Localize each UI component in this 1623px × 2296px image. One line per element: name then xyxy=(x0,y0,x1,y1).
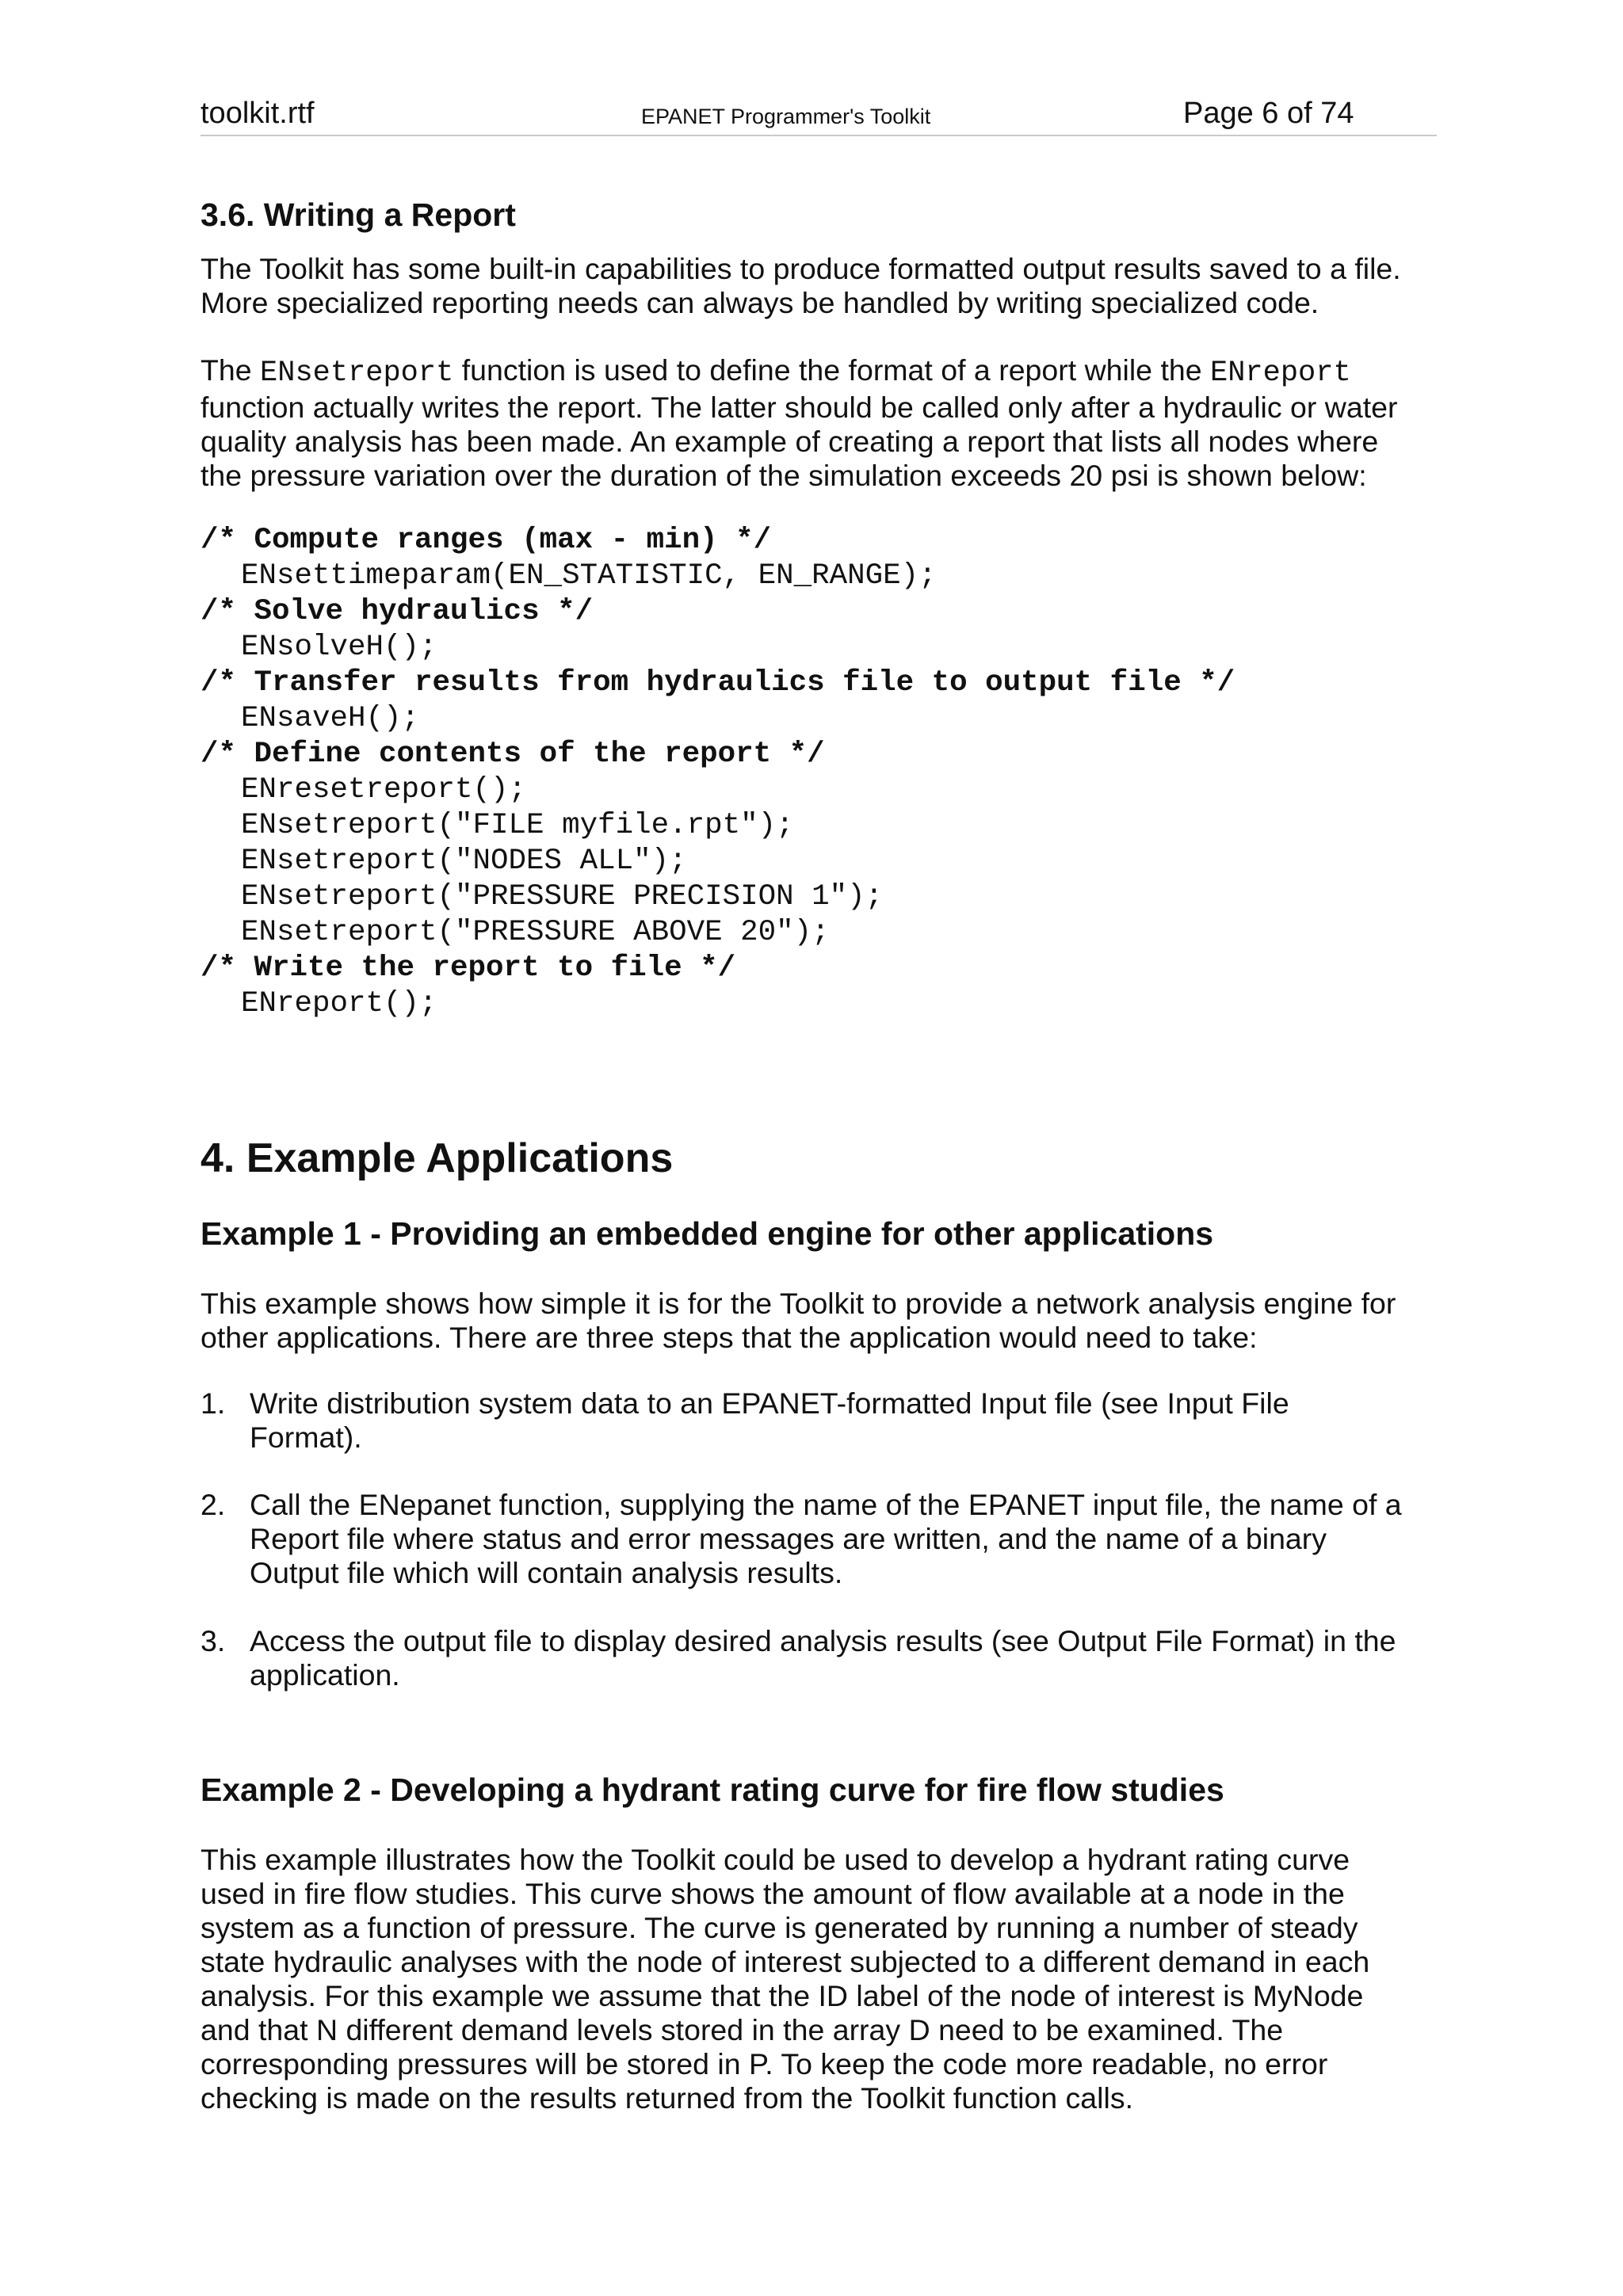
code-statement-line: ENsetreport("PRESSURE ABOVE 20"); xyxy=(241,916,830,949)
text-line: The Toolkit has some built-in capabilities to produce formatted output results saved to a file. xyxy=(200,252,1401,285)
code-listing xyxy=(200,523,1437,1022)
code-statement-line: ENreport(); xyxy=(241,987,437,1020)
text-line: Call the ENepanet function, supplying the name of the EPANET input file, the name of a xyxy=(250,1488,1402,1521)
header-doc-title: EPANET Programmer's Toolkit xyxy=(641,105,931,128)
text-line: corresponding pressures will be stored in P. To keep the code more readable, no error xyxy=(200,2047,1328,2081)
code-statement-line: ENsolveH(); xyxy=(241,631,437,664)
chapter-heading-4: 4. Example Applications xyxy=(200,1135,674,1181)
text-line: system as a function of pressure. The curve is generated by running a number of steady xyxy=(200,1911,1358,1944)
code-statement-line: ENsettimeparam(EN_STATISTIC, EN_RANGE); xyxy=(241,559,937,593)
list-number: 3. xyxy=(200,1624,226,1657)
code-statement-line: ENsaveH(); xyxy=(241,702,420,735)
text-line: This example illustrates how the Toolkit could be used to develop a hydrant rating curve xyxy=(200,1843,1350,1876)
text-line: and that N different demand levels stored in the array D need to be examined. The xyxy=(200,2013,1284,2046)
text-line: state hydraulic analyses with the node of interest subjected to a different demand in each xyxy=(200,1945,1370,1978)
text-line: Output file which will contain analysis results. xyxy=(250,1556,843,1589)
example-2-heading: Example 2 - Developing a hydrant rating curve for fire flow studies xyxy=(200,1772,1224,1808)
text-line: Write distribution system data to an EPANET-formatted Input file (see Input File xyxy=(250,1386,1289,1420)
text-line: analysis. For this example we assume that the ID label of the node of interest is MyNode xyxy=(200,1979,1364,2012)
text-line: More specialized reporting needs can always be handled by writing specialized code. xyxy=(200,286,1319,319)
code-statement-line: ENsetreport("NODES ALL"); xyxy=(241,845,687,878)
text-line: used in fire flow studies. This curve shows the amount of flow available at a node in the xyxy=(200,1877,1345,1910)
code-statement-line: ENsetreport("PRESSURE PRECISION 1"); xyxy=(241,880,884,913)
text-line: Report file where status and error messages are written, and the name of a binary xyxy=(250,1522,1327,1555)
code-comment-line: /* Write the report to file */ xyxy=(200,952,736,985)
code-statement-line: ENsetreport("FILE myfile.rpt"); xyxy=(241,809,794,842)
text-fragment: function is used to define the format of a report while the xyxy=(453,353,1211,387)
section-3-6-intro-paragraph xyxy=(200,252,1437,320)
page-header xyxy=(200,93,1437,136)
text-line xyxy=(200,353,1437,391)
text-line: This example shows how simple it is for the Toolkit to provide a network analysis engine for xyxy=(200,1287,1396,1320)
example-2-body xyxy=(200,1843,1437,2115)
example-1-heading: Example 1 - Providing an embedded engine for other applications xyxy=(200,1215,1214,1252)
example-1-intro xyxy=(200,1287,1437,1355)
inline-code-ensetreport: ENsetreport xyxy=(260,357,454,390)
text-line: the pressure variation over the duration of the simulation exceeds 20 psi is shown below: xyxy=(200,459,1367,492)
section-heading-3-6: 3.6. Writing a Report xyxy=(200,196,516,233)
text-line: quality analysis has been made. An example of creating a report that lists all nodes where xyxy=(200,425,1379,458)
list-item-text xyxy=(250,1488,1438,1590)
text-line: function actually writes the report. The latter should be called only after a hydraulic or water xyxy=(200,391,1398,424)
text-line: checking is made on the results returned from the Toolkit function calls. xyxy=(200,2081,1133,2115)
list-number: 2. xyxy=(200,1488,226,1521)
code-comment-line: /* Compute ranges (max - min) */ xyxy=(200,524,772,557)
list-number: 1. xyxy=(200,1386,226,1420)
text-line: Format). xyxy=(250,1421,362,1454)
header-page-number: Page 6 of 74 xyxy=(1183,97,1354,130)
text-line: application. xyxy=(250,1658,400,1691)
header-filename: toolkit.rtf xyxy=(200,97,315,130)
text-fragment: The xyxy=(200,353,261,387)
inline-code-enreport: ENreport xyxy=(1210,357,1351,390)
list-item-text xyxy=(250,1624,1438,1692)
code-comment-line: /* Transfer results from hydraulics file to output file */ xyxy=(200,666,1235,700)
text-line: other applications. There are three steps that the application would need to take: xyxy=(200,1321,1258,1354)
text-line: Access the output file to display desired analysis results (see Output File Format) in the xyxy=(250,1624,1396,1657)
section-3-6-function-paragraph xyxy=(200,353,1437,493)
list-item-text xyxy=(250,1386,1438,1455)
code-comment-line: /* Solve hydraulics */ xyxy=(200,595,594,628)
code-statement-line: ENresetreport(); xyxy=(241,773,527,807)
code-comment-line: /* Define contents of the report */ xyxy=(200,738,825,771)
